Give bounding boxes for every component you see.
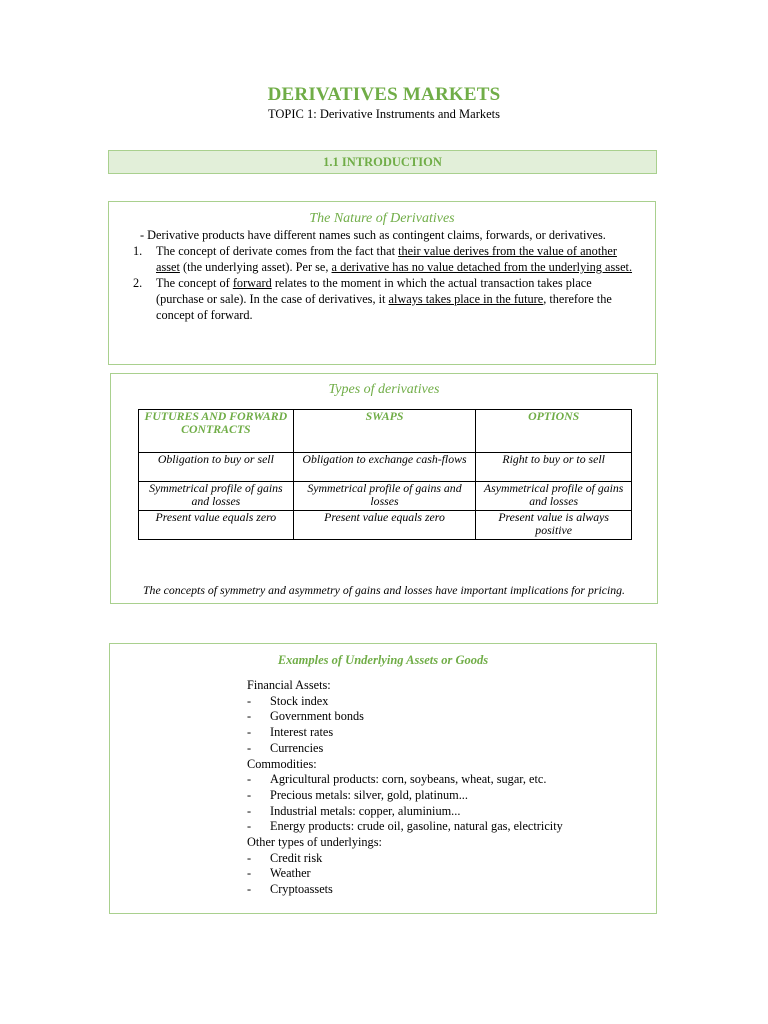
column-header: FUTURES AND FORWARD CONTRACTS [139, 410, 294, 453]
table-cell: Obligation to exchange cash-flows [293, 453, 476, 482]
table-cell: Right to buy or to sell [476, 453, 632, 482]
table-cell: Present value is always positive [476, 511, 632, 540]
underlined-text: their value derives from the value of another [398, 244, 617, 258]
underlying-list [247, 678, 563, 898]
examples-box [109, 643, 657, 914]
section-header: 1.1 INTRODUCTION [108, 150, 657, 174]
list-item: - Currencies [247, 740, 324, 755]
point-2-line-2: (purchase or sale). In the case of derivatives, it always takes place in the future, therefore the [156, 292, 612, 306]
column-header: SWAPS [293, 410, 476, 453]
types-title: Types of derivatives [328, 382, 440, 397]
table-cell: Present value equals zero [293, 511, 476, 540]
list-item: - Cryptoassets [247, 882, 333, 897]
nature-box [108, 201, 656, 365]
nature-intro: - Derivative products have different names such as contingent claims, forwards, or derivatives. [140, 228, 606, 242]
category-label: Financial Assets: [247, 678, 331, 692]
list-item: - Industrial metals: copper, aluminium... [247, 803, 461, 818]
list-item: - Weather [247, 866, 311, 881]
point-1-number: 1. [133, 244, 143, 258]
point-2-line-1: The concept of forward relates to the moment in which the actual transaction takes place [156, 276, 592, 290]
table-cell: Symmetrical profile of gains and losses [293, 482, 476, 511]
category-label: Commodities: [247, 756, 317, 771]
table-cell: Asymmetrical profile of gains and losses [476, 482, 632, 511]
types-box [110, 373, 658, 604]
point-2-line-3: concept of forward. [156, 308, 253, 322]
table-header-row [139, 410, 632, 453]
table-cell: Obligation to buy or sell [139, 453, 294, 482]
table-row [139, 453, 632, 482]
point-2-number: 2. [133, 276, 143, 290]
document-title: DERIVATIVES MARKETS [267, 84, 501, 105]
types-note: The concepts of symmetry and asymmetry of gains and losses have important implications for pricing. [143, 583, 625, 597]
category-label: Other types of underlyings: [247, 835, 382, 850]
types-table [138, 409, 632, 540]
list-item: - Energy products: crude oil, gasoline, natural gas, electricity [247, 819, 563, 834]
table-row [139, 511, 632, 540]
underlined-text: always takes place in the future [388, 292, 544, 306]
document-subtitle: TOPIC 1: Derivative Instruments and Markets [267, 107, 501, 121]
table-cell: Present value equals zero [139, 511, 294, 540]
list-item: - Precious metals: silver, gold, platinum... [247, 787, 468, 802]
underlined-text: a derivative has no value detached from the underlying asset. [331, 260, 633, 274]
examples-title: Examples of Underlying Assets or Goods [277, 653, 489, 667]
list-item: - Agricultural products: corn, soybeans, wheat, sugar, etc. [247, 772, 547, 787]
list-item: - Interest rates [247, 725, 334, 740]
underlined-text: asset [156, 260, 180, 274]
point-1-line-2: asset (the underlying asset). Per se, a derivative has no value detached from the underlying asset. [156, 260, 633, 274]
nature-title: The Nature of Derivatives [309, 211, 455, 226]
list-item: - Credit risk [247, 850, 323, 865]
list-item: - Government bonds [247, 709, 364, 724]
column-header: OPTIONS [476, 410, 632, 453]
table-cell: Symmetrical profile of gains and losses [139, 482, 294, 511]
point-1-line-1: The concept of derivate comes from the fact that their value derives from the value of another [156, 244, 617, 258]
table-row [139, 482, 632, 511]
list-item: - Stock index [247, 693, 329, 708]
underlined-text: forward [232, 276, 272, 290]
